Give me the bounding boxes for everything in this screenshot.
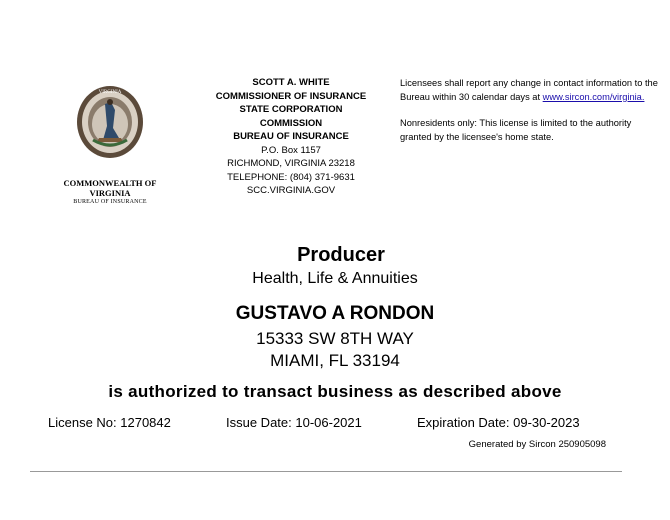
report-change-text: Licensees shall report any change in contact information to the Bureau within 30 calendar days at [400,78,658,102]
generated-by: Generated by Sircon 250905098 [468,439,606,450]
address-line1: 15333 SW 8TH WAY [256,329,414,348]
license-type: Producer [297,244,385,266]
address-line2: MIAMI, FL 33194 [270,351,400,370]
seal-caption-line2: VIRGINIA [89,188,131,198]
commissioner-address-block [205,76,377,198]
expiration-date: Expiration Date: 09-30-2023 [417,415,580,430]
sircon-link[interactable]: www.sircon.com/virginia. [542,91,645,102]
divider [30,471,622,472]
bureau-name: BUREAU OF INSURANCE [233,131,349,142]
lines-of-authority: Health, Life & Annuities [252,270,418,287]
seal-caption-line3: BUREAU OF INSURANCE [73,199,147,205]
licensee-name: GUSTAVO A RONDON [235,303,435,324]
seal-block [50,80,170,207]
website: SCC.VIRGINIA.GOV [246,185,336,196]
telephone: TELEPHONE: (804) 371-9631 [227,171,355,183]
agency-line2: COMMISSION [259,117,323,129]
agency-line1: STATE CORPORATION [239,104,343,115]
license-number: License No: 1270842 [48,415,171,430]
virginia-seal-icon [75,80,145,170]
authorization-statement: is authorized to transact business as described above [108,382,562,401]
commissioner-title: COMMISSIONER OF INSURANCE [215,90,367,102]
seal-caption-line1: COMMONWEALTH OF [63,178,157,188]
notices-block [400,77,662,144]
report-change-notice [400,77,662,104]
city-state-zip: RICHMOND, VIRGINIA 23218 [227,158,355,169]
issue-date: Issue Date: 10-06-2021 [226,415,362,430]
svg-text:VIRGINIA: VIRGINIA [98,90,122,95]
po-box: P.O. Box 1157 [261,144,321,156]
commissioner-name: SCOTT A. WHITE [252,77,330,88]
nonresident-notice: Nonresidents only: This license is limited to the authority granted by the licensee's home state. [400,118,632,142]
